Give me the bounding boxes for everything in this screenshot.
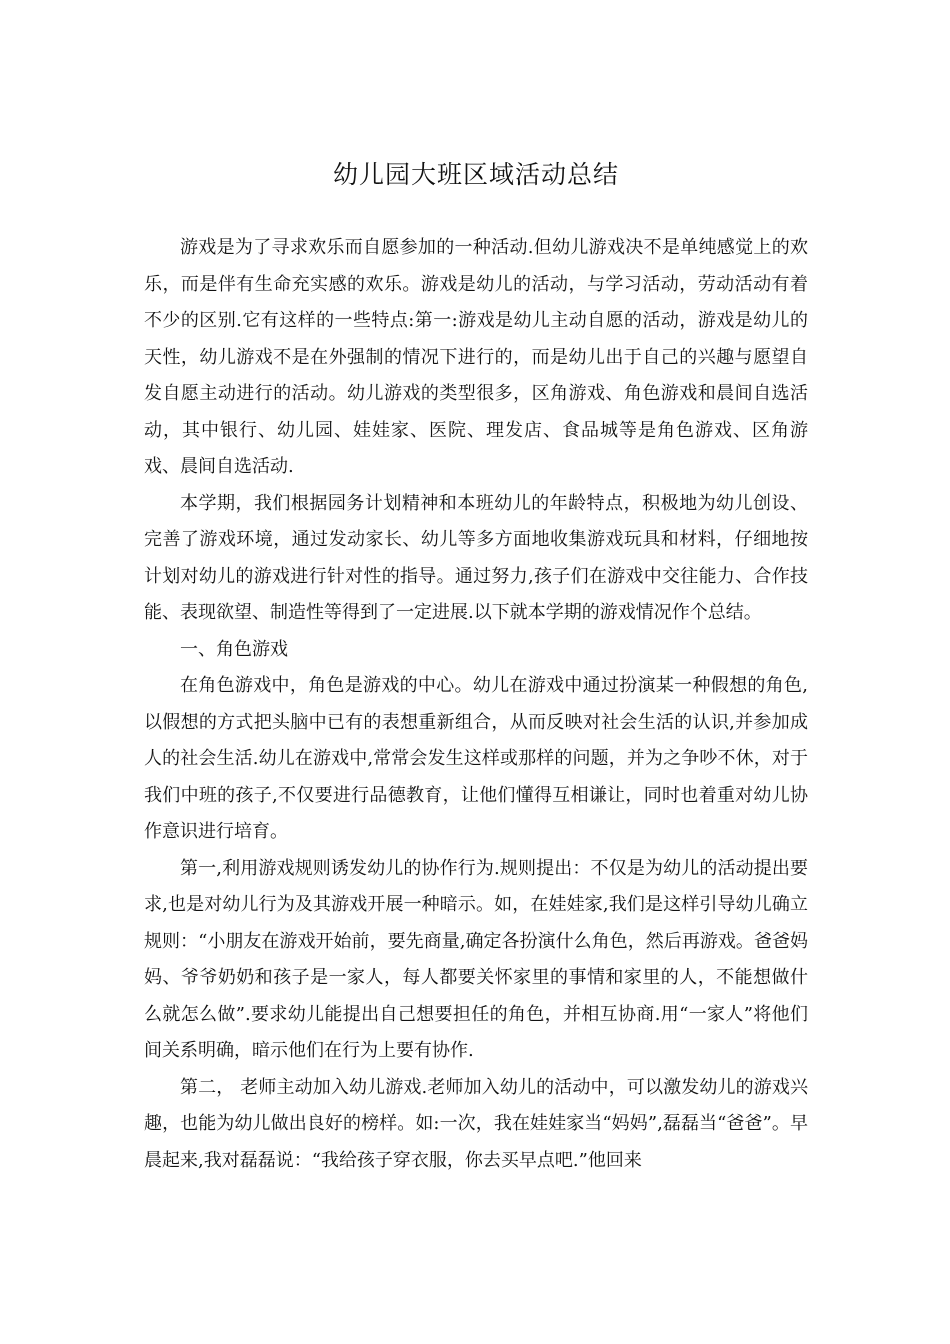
paragraph-intro: 游戏是为了寻求欢乐而自愿参加的一种活动.但幼儿游戏决不是单纯感觉上的欢乐，而是伴有生命充实感的欢乐。游戏是幼儿的活动，与学习活动，劳动活动有着不少的区别.它有这样的一些特点:第一:游戏是幼儿主动自愿的活动，游戏是幼儿的天性，幼儿游戏不是在外强制的情况下进行的，而是幼儿出于自己的兴趣与愿望自发自愿主动进行的活动。幼儿游戏的类型很多，区角游戏、角色游戏和晨间自选活动，其中银行、幼儿园、娃娃家、医院、理发店、食品城等是角色游戏、区角游戏、晨间自选活动.: [144, 237, 808, 477]
document-page: [144, 150, 808, 1179]
section-heading-role-play: 一、角色游戏: [180, 638, 288, 660]
paragraph-first-point: 第一,利用游戏规则诱发幼儿的协作行为.规则提出：不仅是为幼儿的活动提出要求,也是对幼儿行为及其游戏开展一种暗示。如，在娃娃家,我们是这样引导幼儿确立规则：“小朋友在游戏开始前，要先商量,确定各扮演什么角色，然后再游戏。爸爸妈妈、爷爷奶奶和孩子是一家人，每人都要关怀家里的事情和家里的人，不能想做什么就怎么做”.要求幼儿能提出自己想要担任的角色，并相互协商.用“一家人”将他们间关系明确，暗示他们在行为上要有协作.: [144, 857, 808, 1061]
paragraph-role-play: 在角色游戏中，角色是游戏的中心。幼儿在游戏中通过扮演某一种假想的角色,以假想的方式把头脑中已有的表想重新组合，从而反映对社会生活的认识,并参加成人的社会生活.幼儿在游戏中,常常会发生这样或那样的问题，并为之争吵不休，对于我们中班的孩子,不仅要进行品德教育，让他们懂得互相谦让，同时也着重对幼儿协作意识进行培育。: [144, 675, 808, 842]
paragraph-semester: 本学期，我们根据园务计划精神和本班幼儿的年龄特点，积极地为幼儿创设、完善了游戏环境，通过发动家长、幼儿等多方面地收集游戏玩具和材料，仔细地按计划对幼儿的游戏进行针对性的指导。通过努力,孩子们在游戏中交往能力、合作技能、表现欲望、制造性等得到了一定进展.以下就本学期的游戏情况作个总结。: [144, 492, 808, 623]
paragraph-second-point: 第二， 老师主动加入幼儿游戏.老师加入幼儿的活动中，可以激发幼儿的游戏兴趣，也能为幼儿做出良好的榜样。如:一次，我在娃娃家当“妈妈”,磊磊当“爸爸”。早晨起来,我对磊磊说：“我给孩子穿衣服，你去买早点吧.”他回来: [144, 1076, 808, 1171]
document-title: 幼儿园大班区域活动总结: [332, 160, 619, 189]
